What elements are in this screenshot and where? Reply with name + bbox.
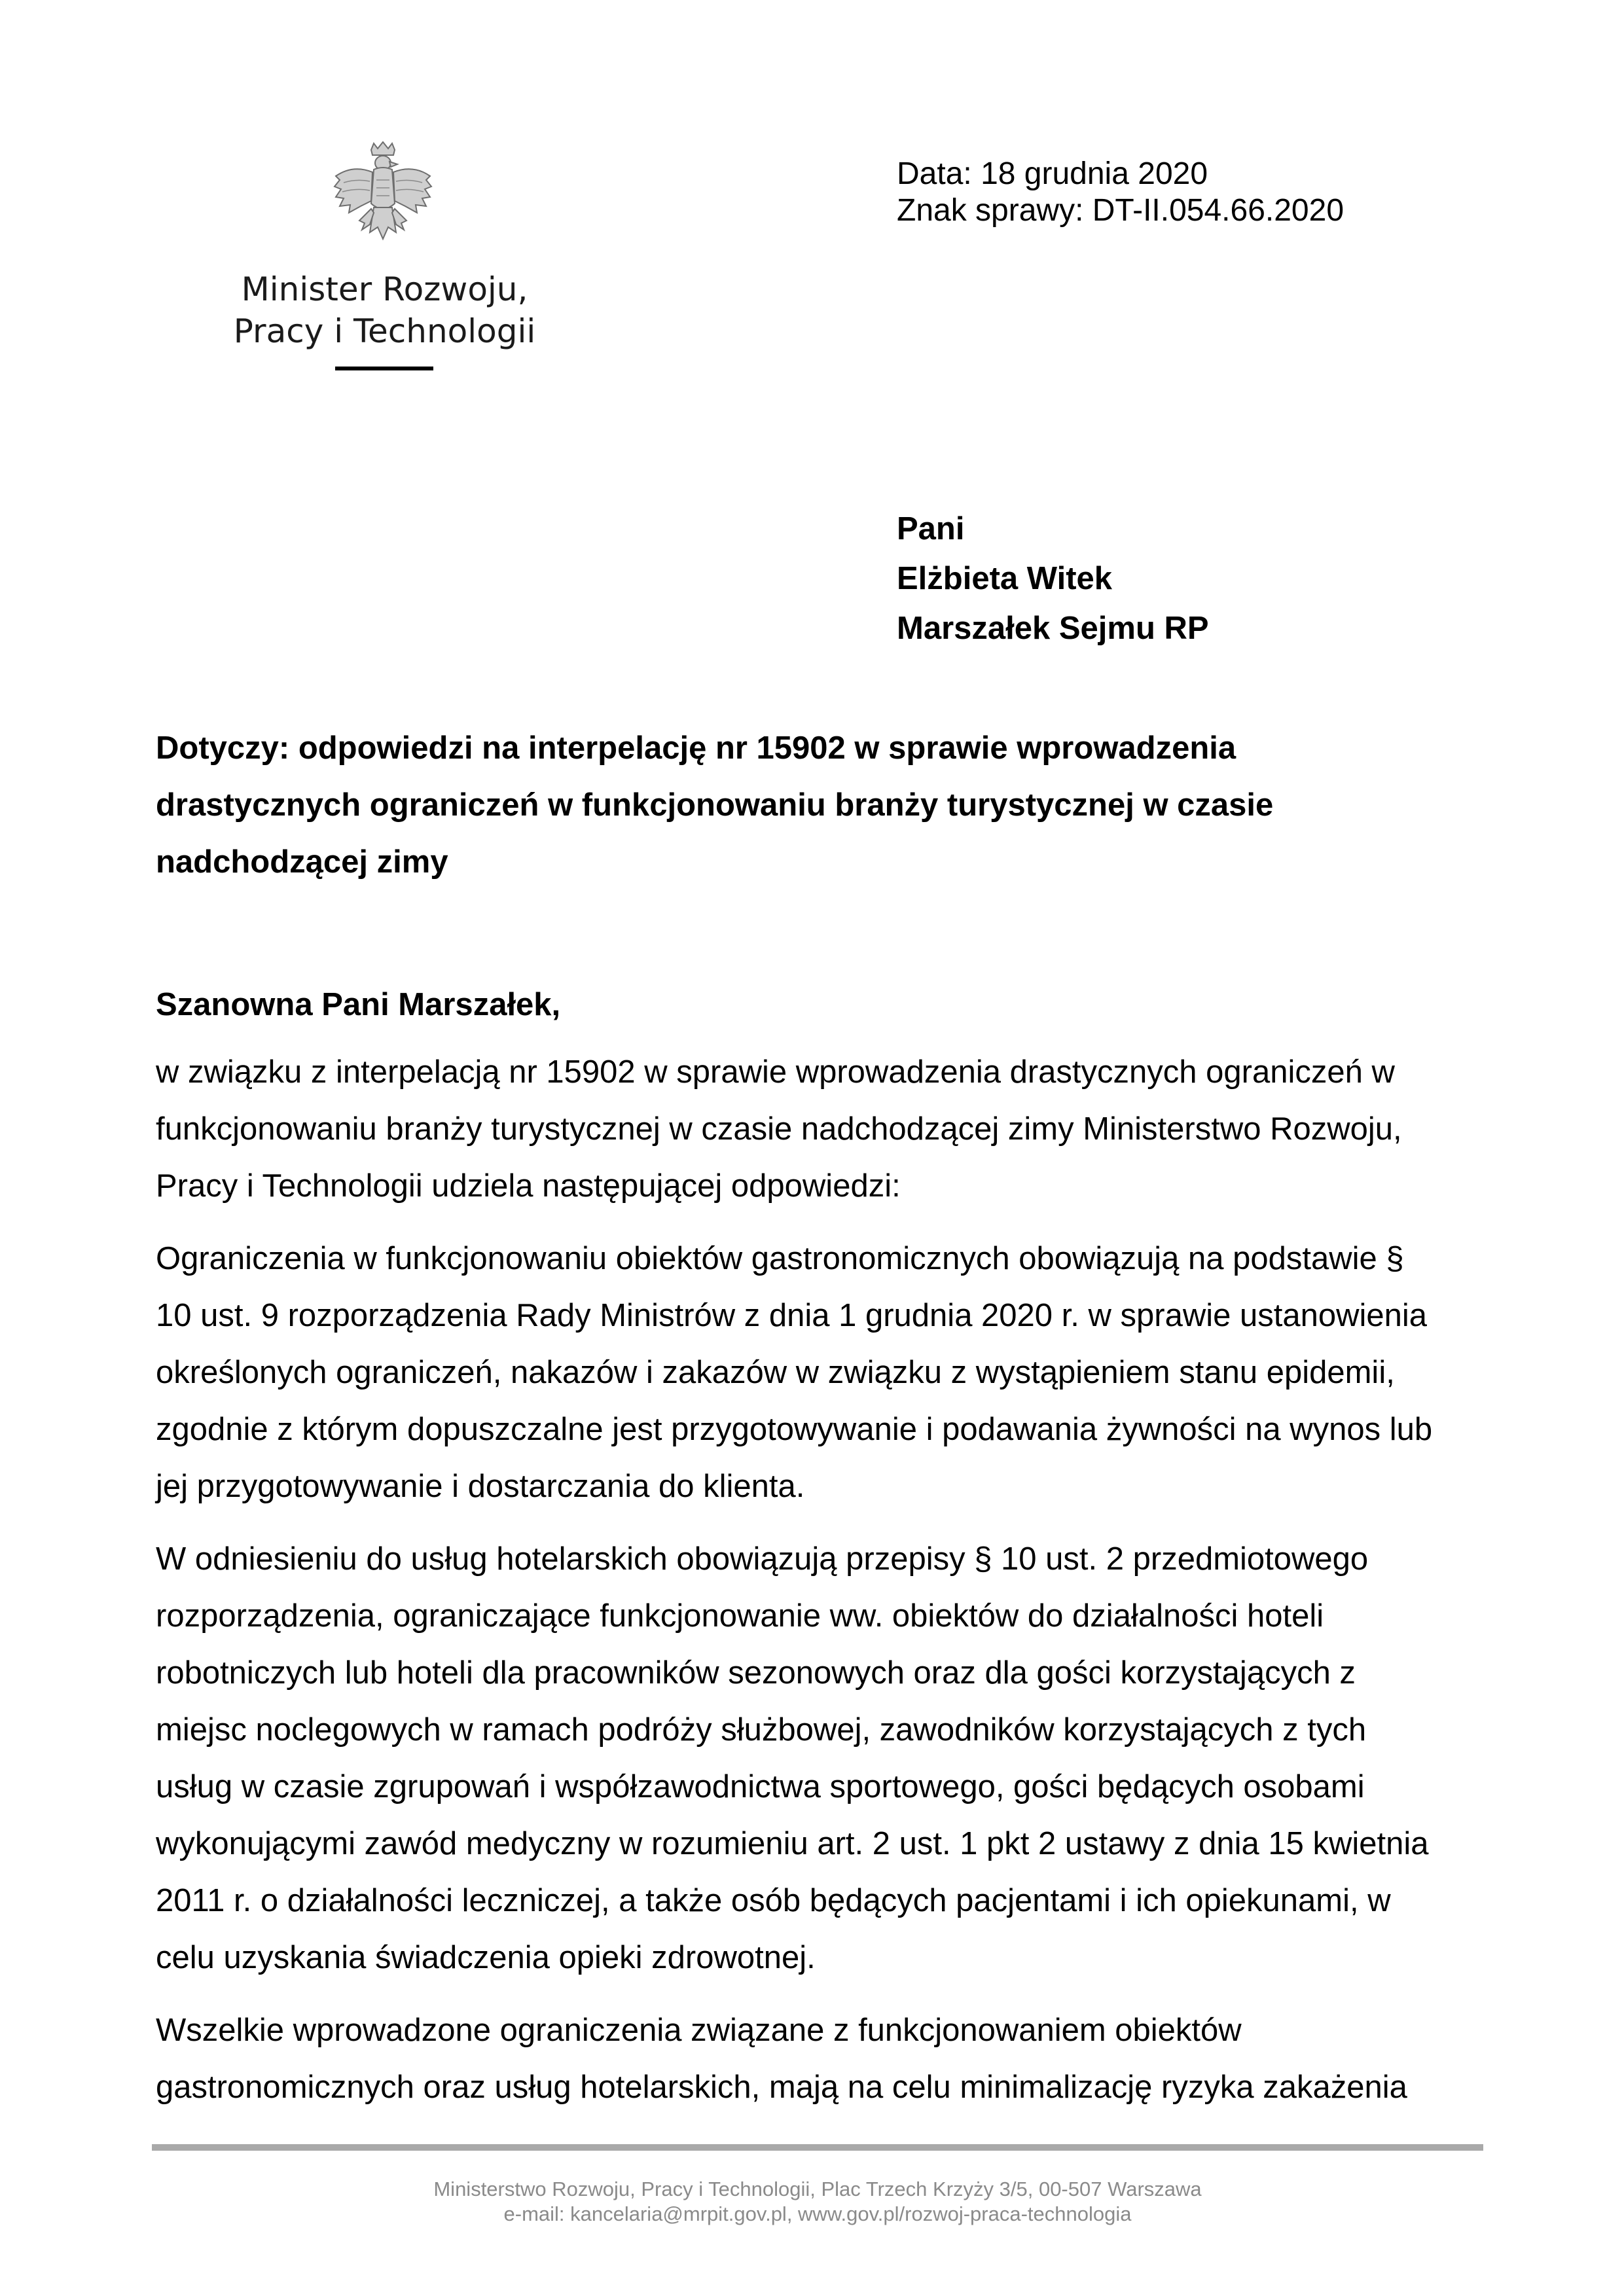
- body-line: rozporządzenia, ograniczające funkcjonowanie ww. obiektów do działalności hoteli: [156, 1598, 1324, 1634]
- recipient-title: Pani: [897, 511, 965, 547]
- body-line: określonych ograniczeń, nakazów i zakazów w związku z wystąpieniem stanu epidemii,: [156, 1355, 1395, 1390]
- body-paragraph: [156, 1531, 1478, 1986]
- polish-eagle-emblem-icon: [331, 141, 435, 252]
- body-line: wykonującymi zawód medyczny w rozumieniu art. 2 ust. 1 pkt 2 ustawy z dnia 15 kwietnia: [156, 1826, 1429, 1861]
- body-line: 2011 r. o działalności leczniczej, a także osób będących pacjentami i ich opiekunami, w: [156, 1883, 1391, 1918]
- body-paragraph: [156, 1044, 1478, 1215]
- ministry-name: [216, 268, 553, 352]
- recipient-name: Elżbieta Witek: [897, 561, 1113, 596]
- body-line: robotniczych lub hoteli dla pracowników sezonowych oraz dla gości korzystających z: [156, 1655, 1356, 1691]
- ministry-name-line-1: Minister Rozwoju,: [241, 270, 528, 308]
- letter-meta: [897, 156, 1344, 229]
- case-number: Znak sprawy: DT-II.054.66.2020: [897, 193, 1344, 228]
- ministry-name-line-2: Pracy i Technologii: [233, 312, 536, 350]
- body-line: usług w czasie zgrupowań i współzawodnictwa sportowego, gości będących osobami: [156, 1769, 1365, 1804]
- recipient-position: Marszałek Sejmu RP: [897, 611, 1209, 646]
- body-line: miejsc noclegowych w ramach podróży służbowej, zawodników korzystających z tych: [156, 1712, 1367, 1748]
- page-footer: [152, 2177, 1483, 2227]
- body-line: Pracy i Technologii udziela następującej odpowiedzi:: [156, 1168, 901, 1204]
- body-line: jej przygotowywanie i dostarczania do klienta.: [156, 1469, 805, 1504]
- letter-subject: [156, 720, 1471, 891]
- body-line: Ograniczenia w funkcjonowaniu obiektów gastronomicznych obowiązują na podstawie §: [156, 1241, 1404, 1276]
- subject-line: Dotyczy: odpowiedzi na interpelację nr 15902 w sprawie wprowadzenia: [156, 730, 1236, 766]
- letter-body: [156, 1044, 1478, 2132]
- body-line: zgodnie z którym dopuszczalne jest przygotowywanie i podawania żywności na wynos lub: [156, 1412, 1433, 1447]
- subject-line: drastycznych ograniczeń w funkcjonowaniu branży turystycznej w czasie: [156, 787, 1274, 823]
- body-paragraph: [156, 1230, 1478, 1515]
- salutation: Szanowna Pani Marszałek,: [156, 987, 561, 1022]
- letter-date: Data: 18 grudnia 2020: [897, 156, 1208, 191]
- letterhead-divider: [335, 367, 433, 370]
- footer-divider: [152, 2144, 1483, 2151]
- footer-contact: e-mail: kancelaria@mrpit.gov.pl, www.gov.pl/rozwoj-praca-technologia: [503, 2202, 1132, 2225]
- body-line: W odniesieniu do usług hotelarskich obowiązują przepisy § 10 ust. 2 przedmiotowego: [156, 1541, 1369, 1577]
- body-line: celu uzyskania świadczenia opieki zdrowotnej.: [156, 1940, 816, 1975]
- body-line: 10 ust. 9 rozporządzenia Rady Ministrów z dnia 1 grudnia 2020 r. w sprawie ustanowienia: [156, 1298, 1428, 1333]
- body-paragraph: [156, 2002, 1478, 2116]
- subject-line: nadchodzącej zimy: [156, 844, 448, 880]
- footer-address: Ministerstwo Rozwoju, Pracy i Technologii, Plac Trzech Krzyży 3/5, 00-507 Warszawa: [433, 2178, 1202, 2200]
- body-line: Wszelkie wprowadzone ograniczenia związane z funkcjonowaniem obiektów: [156, 2013, 1242, 2048]
- body-line: gastronomicznych oraz usług hotelarskich, mają na celu minimalizację ryzyka zakażenia: [156, 2070, 1407, 2105]
- recipient-block: [897, 504, 1209, 653]
- body-line: w związku z interpelacją nr 15902 w sprawie wprowadzenia drastycznych ograniczeń w: [156, 1054, 1395, 1090]
- body-line: funkcjonowaniu branży turystycznej w czasie nadchodzącej zimy Ministerstwo Rozwoju,: [156, 1111, 1402, 1147]
